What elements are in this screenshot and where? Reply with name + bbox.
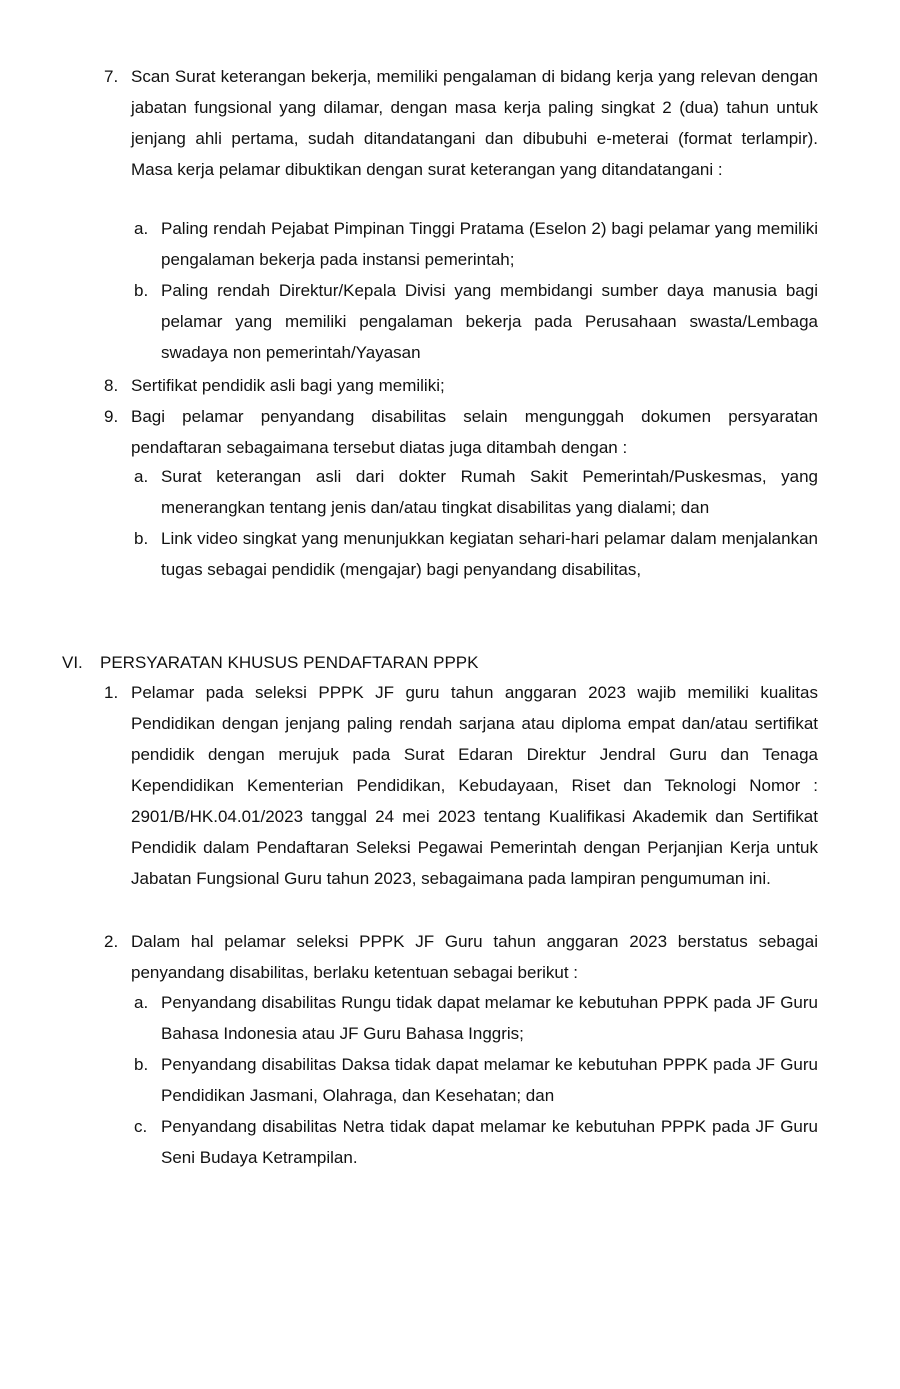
- sub-item-9b: [134, 523, 818, 585]
- sub-item-letter: b.: [134, 281, 149, 300]
- section-item-1: [104, 677, 818, 894]
- section-heading: [62, 647, 822, 678]
- list-item-number: 2.: [104, 932, 119, 951]
- list-item-text: Pelamar pada seleksi PPPK JF guru tahun anggaran 2023 wajib memiliki kualitas Pendidikan dengan jenjang paling rendah sarjana atau diploma empat dan/atau sertifikat pendidik dengan merujuk pada Surat Edaran Direktur Jendral Guru dan Tenaga Kependidikan Kementerian Pendidikan, Kebudayaan, Riset dan Teknologi Nomor : 2901/B/HK.04.01/2023 tanggal 24 mei 2023 tentang Kualifikasi Akademik dan Sertifikat Pendidik dalam Pendaftaran Seleksi Pegawai Pemerintah dengan Perjanjian Kerja untuk Jabatan Fungsional Guru tahun 2023, sebagaimana pada lampiran pengumuman ini.: [131, 683, 818, 888]
- list-item-number: 7.: [104, 67, 119, 86]
- sub-item-2c: [134, 1111, 818, 1173]
- sub-item-2b: [134, 1049, 818, 1111]
- sub-item-letter: a.: [134, 993, 149, 1012]
- list-item-text: Sertifikat pendidik asli bagi yang memiliki;: [131, 376, 445, 395]
- list-item-number: 8.: [104, 376, 119, 395]
- list-item-9: [104, 401, 818, 463]
- section-item-2: [104, 926, 818, 988]
- section-number: VI.: [62, 653, 83, 672]
- list-item-text: Bagi pelamar penyandang disabilitas selain mengunggah dokumen persyaratan pendaftaran sebagaimana tersebut diatas juga ditambah dengan :: [131, 407, 818, 457]
- section-title: PERSYARATAN KHUSUS PENDAFTARAN PPPK: [100, 653, 479, 672]
- sub-item-letter: a.: [134, 219, 149, 238]
- list-item-8: [104, 370, 818, 401]
- sub-item-7a: [134, 213, 818, 275]
- sub-item-letter: b.: [134, 529, 149, 548]
- sub-item-letter: c.: [134, 1117, 148, 1136]
- sub-item-text: Surat keterangan asli dari dokter Rumah Sakit Pemerintah/Puskesmas, yang menerangkan tentang jenis dan/atau tingkat disabilitas yang dialami; dan: [161, 467, 818, 517]
- sub-item-text: Penyandang disabilitas Rungu tidak dapat melamar ke kebutuhan PPPK pada JF Guru Bahasa Indonesia atau JF Guru Bahasa Inggris;: [161, 993, 818, 1043]
- list-item-text: Dalam hal pelamar seleksi PPPK JF Guru tahun anggaran 2023 berstatus sebagai penyandang disabilitas, berlaku ketentuan sebagai berikut :: [131, 932, 818, 982]
- sub-item-text: Paling rendah Direktur/Kepala Divisi yang membidangi sumber daya manusia bagi pelamar yang memiliki pengalaman bekerja pada Perusahaan swasta/Lembaga swadaya non pemerintah/Yayasan: [161, 281, 818, 362]
- sub-item-text: Penyandang disabilitas Netra tidak dapat melamar ke kebutuhan PPPK pada JF Guru Seni Budaya Ketrampilan.: [161, 1117, 818, 1167]
- sub-item-9a: [134, 461, 818, 523]
- sub-item-text: Link video singkat yang menunjukkan kegiatan sehari-hari pelamar dalam menjalankan tugas sebagai pendidik (mengajar) bagi penyandang disabilitas,: [161, 529, 818, 579]
- list-item-text: Scan Surat keterangan bekerja, memiliki pengalaman di bidang kerja yang relevan dengan jabatan fungsional yang dilamar, dengan masa kerja paling singkat 2 (dua) tahun untuk jenjang ahli pertama, sudah ditandatangani dan dibubuhi e-meterai (format terlampir). Masa kerja pelamar dibuktikan dengan surat keterangan yang ditandatangani :: [131, 67, 818, 179]
- list-item-7: [104, 61, 818, 185]
- sub-item-text: Penyandang disabilitas Daksa tidak dapat melamar ke kebutuhan PPPK pada JF Guru Pendidikan Jasmani, Olahraga, dan Kesehatan; dan: [161, 1055, 818, 1105]
- sub-item-7b: [134, 275, 818, 368]
- sub-item-2a: [134, 987, 818, 1049]
- sub-item-letter: b.: [134, 1055, 149, 1074]
- list-item-number: 1.: [104, 683, 119, 702]
- sub-item-letter: a.: [134, 467, 149, 486]
- list-item-number: 9.: [104, 407, 119, 426]
- sub-item-text: Paling rendah Pejabat Pimpinan Tinggi Pratama (Eselon 2) bagi pelamar yang memiliki pengalaman bekerja pada instansi pemerintah;: [161, 219, 818, 269]
